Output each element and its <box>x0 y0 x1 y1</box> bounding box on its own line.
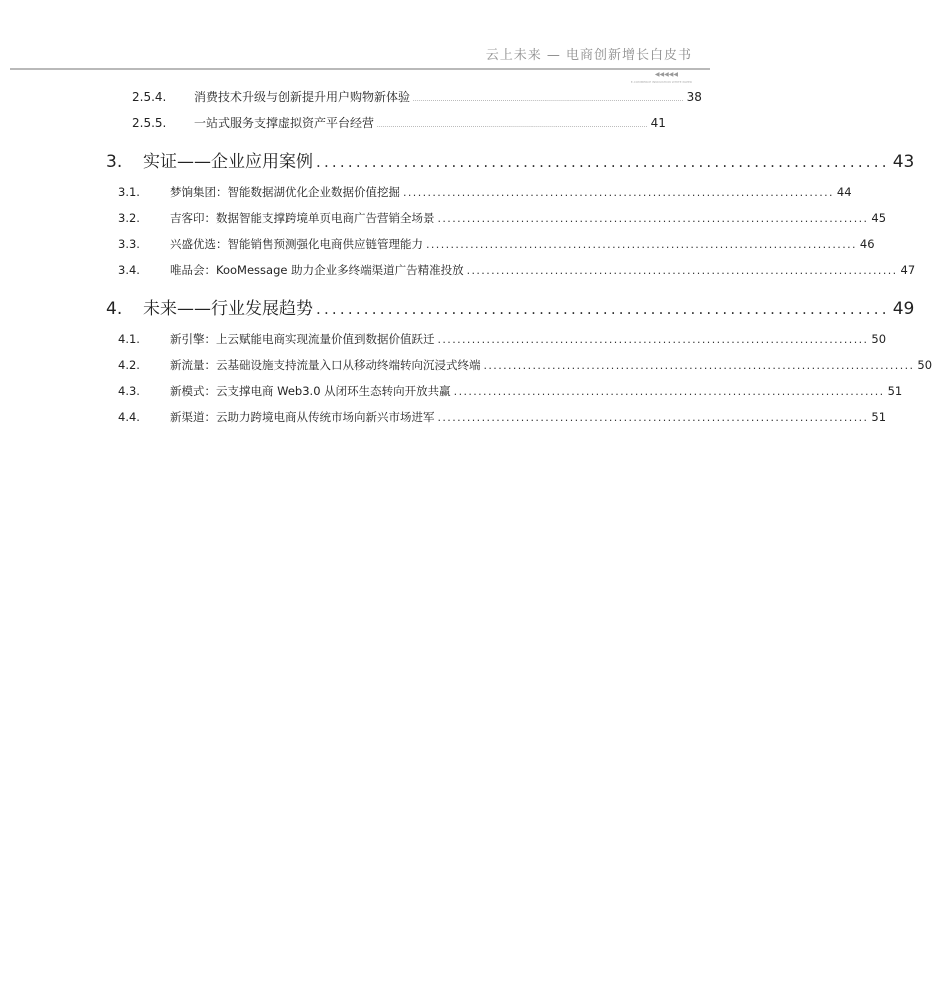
toc-entry[interactable] <box>118 210 887 226</box>
toc-entry[interactable] <box>118 357 932 373</box>
toc-entry[interactable] <box>118 184 852 200</box>
toc-page-number: 46 <box>859 237 875 251</box>
toc-title: 吉客印：数据智能支撑跨境单页电商广告营销全场景 <box>170 211 435 225</box>
toc-number: 4. <box>106 299 123 319</box>
toc-number: 2.5.4. <box>132 90 167 104</box>
toc-entry[interactable] <box>118 409 887 425</box>
toc-page-number: 38 <box>686 90 702 104</box>
toc-page-number: 41 <box>650 116 666 130</box>
toc-leader: ........................................................................ <box>316 300 890 318</box>
toc-title: 梦饷集团：智能数据湖优化企业数据价值挖掘 <box>170 185 400 199</box>
toc-leader: ........................................................................................................................................ <box>377 123 648 129</box>
toc-leader: ........................................................................................ <box>403 186 834 199</box>
toc-number: 4.4. <box>118 410 140 424</box>
header-title: 云上未来 — 电商创新增长白皮书 <box>485 48 692 63</box>
toc-number: 3.3. <box>118 237 140 251</box>
toc-title: 消费技术升级与创新提升用户购物新体验 <box>194 90 411 104</box>
toc-number: 2.5.5. <box>132 116 167 130</box>
toc-title: 新引擎：上云赋能电商实现流量价值到数据价值跃迁 <box>170 332 435 346</box>
toc-page-number: 43 <box>892 152 915 172</box>
toc-title: 实证——企业应用案例 <box>143 152 313 172</box>
toc-leader: ........................................................................................................................................ <box>413 97 684 103</box>
toc-title: 兴盛优选：智能销售预测强化电商供应链管理能力 <box>170 237 423 251</box>
toc-leader: ........................................................................................ <box>466 264 898 277</box>
toc-entry[interactable] <box>132 114 666 131</box>
header-subtitle: E-COMMERCE INNOVATION WHITE PAPER <box>630 80 692 84</box>
toc-page-number: 51 <box>887 384 903 398</box>
toc-leader: ........................................................................................ <box>483 359 915 372</box>
toc-entry[interactable] <box>118 331 887 347</box>
toc-leader: ........................................................................................ <box>437 333 869 346</box>
header-divider <box>10 68 710 70</box>
toc-entry[interactable] <box>118 383 903 399</box>
toc-title: 唯品会：KooMessage 助力企业多终端渠道广告精准投放 <box>170 263 464 277</box>
toc-entry[interactable] <box>118 262 916 278</box>
toc-title: 未来——行业发展趋势 <box>143 299 313 319</box>
toc-title: 新模式：云支撑电商 Web3.0 从闭环生态转向开放共赢 <box>170 384 451 398</box>
toc-section-entry[interactable] <box>106 294 915 319</box>
arrow-left-icon: ◀◀◀◀◀ <box>654 71 678 78</box>
toc-leader: ........................................................................ <box>316 153 890 171</box>
toc-page-number: 47 <box>900 263 916 277</box>
toc-page-number: 50 <box>917 358 932 372</box>
toc-title: 一站式服务支撑虚拟资产平台经营 <box>194 116 375 130</box>
toc-leader: ........................................................................................ <box>426 238 857 251</box>
toc-number: 4.2. <box>118 358 140 372</box>
toc-leader: ........................................................................................ <box>453 385 885 398</box>
toc-leader: ........................................................................................ <box>437 411 869 424</box>
toc-number: 3.1. <box>118 185 140 199</box>
toc-page-number: 50 <box>871 332 887 346</box>
toc-leader: ........................................................................................ <box>437 212 869 225</box>
toc-title: 新流量：云基础设施支持流量入口从移动终端转向沉浸式终端 <box>170 358 481 372</box>
toc-title: 新渠道：云助力跨境电商从传统市场向新兴市场进军 <box>170 410 435 424</box>
toc-entry[interactable] <box>118 236 875 252</box>
toc-page-number: 51 <box>871 410 887 424</box>
toc-number: 4.1. <box>118 332 140 346</box>
toc-number: 3.4. <box>118 263 140 277</box>
toc-page-number: 45 <box>871 211 887 225</box>
toc-section-entry[interactable] <box>106 147 915 172</box>
toc-page-number: 44 <box>836 185 852 199</box>
toc-number: 3. <box>106 152 123 172</box>
toc-entry[interactable] <box>132 88 702 105</box>
toc-number: 3.2. <box>118 211 140 225</box>
toc-number: 4.3. <box>118 384 140 398</box>
toc-page-number: 49 <box>892 299 915 319</box>
